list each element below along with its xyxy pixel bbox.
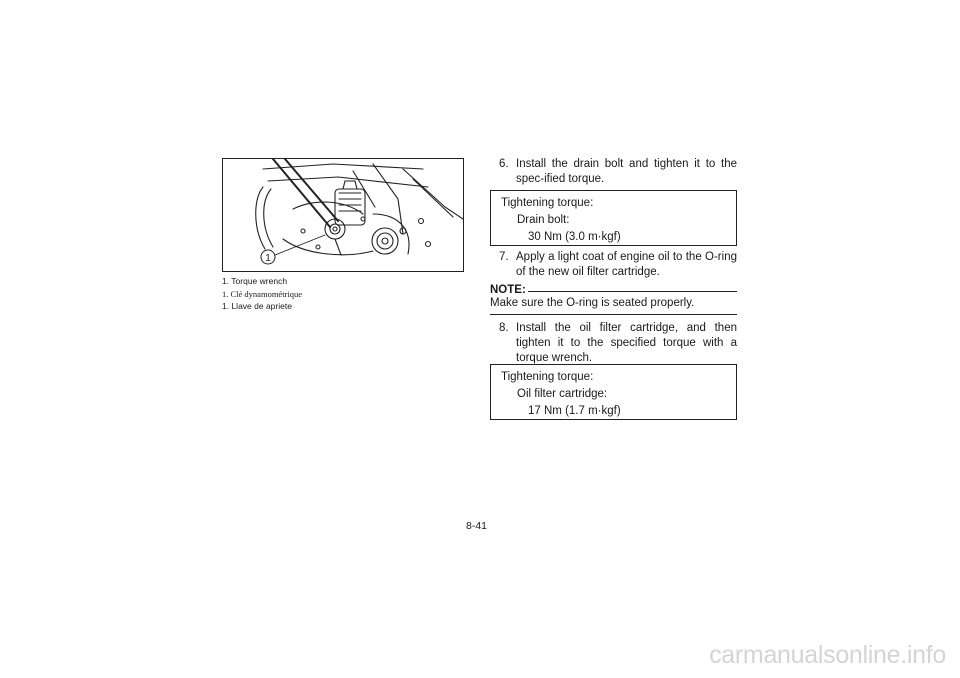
torque-spec-oil-filter [490, 364, 737, 420]
spec-value: 17 Nm (1.7 m·kgf) [528, 405, 621, 417]
spec-heading: Tightening torque: [501, 371, 594, 383]
torque-spec-drain-bolt [490, 190, 737, 246]
step-text: Apply a light coat of engine oil to the O-ring of the new oil filter cartridge. [516, 251, 737, 278]
spec-value: 30 Nm (3.0 m·kgf) [528, 231, 621, 243]
step-6 [490, 157, 737, 187]
spec-item: Oil filter cartridge: [517, 388, 608, 400]
torque-wrench-illustration [222, 158, 464, 272]
note-label: NOTE: [490, 284, 526, 296]
engine-drawing [223, 159, 463, 271]
step-8 [490, 321, 737, 366]
note-bottom-rule [490, 314, 737, 315]
step-number: 7. [499, 251, 509, 263]
note-body [490, 296, 737, 311]
watermark-text: carmanualsonline.info [709, 641, 946, 669]
note-top-rule [528, 291, 737, 292]
note-text: Make sure the O-ring is seated properly. [490, 297, 695, 309]
step-number: 8. [499, 322, 509, 334]
callout-number: 1 [265, 253, 271, 264]
step-7 [490, 250, 737, 280]
spec-item: Drain bolt: [517, 214, 570, 226]
spec-heading: Tightening torque: [501, 197, 594, 209]
caption-spanish: 1. Llave de apriete [222, 301, 292, 311]
step-text: Install the oil filter cartridge, and then tighten it to the specified torque with a torque wrench. [516, 322, 737, 364]
step-number: 6. [499, 158, 509, 170]
page-number: 8-41 [466, 520, 488, 532]
caption-english: 1. Torque wrench [222, 276, 288, 286]
caption-french: 1. Clé dynamométrique [222, 288, 303, 299]
step-text: Install the drain bolt and tighten it to the spec-ified torque. [516, 158, 737, 185]
figure-captions [222, 275, 302, 313]
